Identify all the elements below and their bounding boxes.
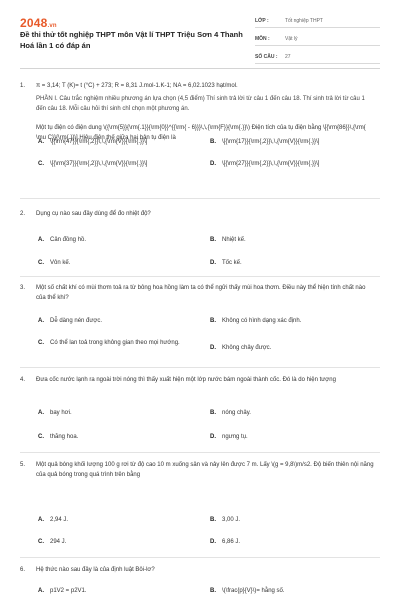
question-text: Đưa cốc nước lạnh ra ngoài trời nóng thì thấy xuất hiện một lớp nước bám ngoài thành cốc. Đó là do hiện tượng	[36, 377, 336, 383]
option-text: 3,00 J.	[222, 517, 241, 523]
meta-value: 27	[285, 53, 291, 60]
option-4b[interactable]	[210, 409, 377, 418]
option-1c[interactable]	[38, 160, 205, 169]
option-text: bay hơi.	[50, 410, 72, 416]
option-4a[interactable]	[38, 409, 205, 418]
option-text: 6,86 J.	[222, 539, 241, 545]
question-divider	[20, 198, 380, 199]
option-letter: B.	[210, 237, 216, 243]
option-5a[interactable]	[38, 516, 205, 525]
option-letter: D.	[210, 539, 216, 545]
option-2a[interactable]	[38, 236, 205, 245]
option-letter: B.	[210, 517, 216, 523]
option-text: Nhiệt kế.	[222, 237, 246, 243]
meta-row-class	[255, 14, 380, 28]
option-text: \(\frac{p}{V}\)= hằng số.	[222, 588, 285, 594]
option-text: 2,94 J.	[50, 517, 69, 523]
option-text: \[{\rm{27}}{\rm{,2}}\,\,{\rm{V}}{\rm{.}}\]	[222, 161, 320, 167]
option-text: 294 J.	[50, 539, 67, 545]
option-2c[interactable]	[38, 259, 205, 268]
option-text: \[{\rm{17}}{\rm{,2}}\,\,{\rm{V}}{\rm{.}}\]	[222, 139, 320, 145]
option-letter: D.	[210, 434, 216, 440]
question-5	[20, 461, 380, 483]
question-constants: π = 3,14; T (K)= t (°C) + 273; R = 8,31 J.mol-1.K-1; NA = 6,02.1023 hạt/mol.	[36, 83, 238, 89]
option-text: thăng hoa.	[50, 434, 79, 440]
option-3c[interactable]	[38, 339, 200, 348]
option-letter: C.	[38, 161, 44, 167]
page-header	[0, 0, 400, 62]
option-letter: C.	[38, 434, 44, 440]
option-letter: A.	[38, 517, 44, 523]
question-number: 1.	[20, 83, 26, 89]
option-letter: C.	[38, 340, 44, 346]
header-divider	[20, 68, 380, 69]
option-letter: A.	[38, 410, 44, 416]
question-1	[20, 82, 380, 192]
option-letter: D.	[210, 345, 216, 351]
option-text: Tốc kế.	[222, 260, 242, 266]
question-section-intro: PHẦN I. Câu trắc nghiệm nhiều phương án lựa chọn (4,5 điểm) Thí sinh trả lời từ câu 1 đến câu 18. Thí sinh trả lời từ câu 1 đến câu 18. Mỗi câu hỏi thí sinh chỉ chọn một phương án.	[36, 96, 365, 112]
option-1a[interactable]	[38, 138, 205, 147]
question-2	[20, 210, 380, 222]
option-text: Dễ dàng nén được.	[50, 318, 102, 324]
option-2d[interactable]	[210, 259, 377, 268]
option-letter: A.	[38, 139, 44, 145]
logo-text: 2048	[20, 16, 48, 30]
option-text: p1V2 = p2V1.	[50, 588, 87, 594]
option-text: \[{\rm{37}}{\rm{,2}}\,\,{\rm{V}}{\rm{.}}\]	[50, 161, 148, 167]
exam-title: Đề thi thử tốt nghiệp THPT môn Vật lí THPT Triệu Sơn 4 Thanh Hoá lần 1 có đáp án	[20, 30, 243, 50]
meta-row-subject	[255, 32, 380, 46]
option-letter: B.	[210, 410, 216, 416]
question-divider	[20, 367, 380, 368]
question-text: Một quả bóng khối lượng 100 g rơi từ độ cao 10 m xuống sân và nảy lên được 7 m. Lấy \(g = 9,8\)m/s2. Độ biến thiên nội năng của quả bóng trong quá trình trên bằng	[36, 462, 374, 478]
question-number: 5.	[20, 462, 26, 468]
meta-label: MÔN :	[255, 35, 270, 42]
option-letter: A.	[38, 237, 44, 243]
option-6a[interactable]	[38, 587, 205, 596]
meta-value: Tốt nghiệp THPT	[285, 17, 323, 24]
meta-label: LỚP :	[255, 17, 269, 24]
option-letter: C.	[38, 539, 44, 545]
question-number: 4.	[20, 377, 26, 383]
meta-value: Vật lý	[285, 35, 298, 42]
question-divider	[20, 557, 380, 558]
question-6	[20, 566, 380, 577]
option-text: Không có hình dạng xác định.	[222, 318, 302, 324]
option-letter: B.	[210, 139, 216, 145]
option-letter: D.	[210, 161, 216, 167]
option-letter: D.	[210, 260, 216, 266]
option-3d[interactable]	[210, 344, 377, 353]
option-text: Không chảy được.	[222, 345, 272, 351]
option-6b[interactable]	[210, 587, 377, 596]
question-number: 2.	[20, 211, 26, 217]
option-3a[interactable]	[38, 317, 205, 326]
option-1b[interactable]	[210, 138, 377, 147]
option-text: ngưng tụ.	[222, 434, 248, 440]
question-number: 3.	[20, 285, 26, 291]
question-text: Dụng cụ nào sau đây dùng để đo nhiệt độ?	[36, 211, 151, 217]
option-letter: B.	[210, 588, 216, 594]
option-3b[interactable]	[210, 317, 377, 326]
question-text: Một số chất khí có mùi thơm toả ra từ bông hoa hồng làm ta có thể ngửi thấy mùi hoa thơm. Điều này thể hiện tính chất nào của thể khí?	[36, 285, 366, 301]
question-3	[20, 284, 380, 306]
question-number: 6.	[20, 567, 26, 573]
logo-suffix: .vn	[47, 23, 57, 29]
option-text: nóng chảy.	[222, 410, 251, 416]
option-letter: B.	[210, 318, 216, 324]
site-logo[interactable]	[20, 16, 57, 30]
option-1d[interactable]	[210, 160, 377, 169]
question-divider	[20, 452, 380, 453]
option-text: \[{\rm{47}}{\rm{,2}}\,\,{\rm{V}}{\rm{.}}\]	[50, 139, 148, 145]
option-4c[interactable]	[38, 433, 205, 442]
option-letter: A.	[38, 318, 44, 324]
exam-meta	[255, 14, 380, 68]
question-4	[20, 376, 380, 398]
option-letter: A.	[38, 588, 44, 594]
question-text: Một tụ điện có điện dung \({\rm{5}}{\rm{.1}}{\rm{0}}^{{\rm{ - 6}}}\,\,{\rm{F}}{\rm{.}}\) Điện tích của tụ điện bằng \[{\rm{86}}\,{\rm{ \mu C}}{\rm{.}}\] Hiệu điện thế giữa hai bản tụ điện là	[36, 125, 366, 141]
option-5d[interactable]	[210, 538, 377, 547]
option-4d[interactable]	[210, 433, 377, 442]
option-text: Vôn kế.	[50, 260, 71, 266]
meta-row-count	[255, 50, 380, 64]
option-2b[interactable]	[210, 236, 377, 245]
option-letter: C.	[38, 260, 44, 266]
option-text: Cân đồng hồ.	[50, 237, 87, 243]
option-5b[interactable]	[210, 516, 377, 525]
question-divider	[20, 276, 380, 277]
question-text: Hệ thức nào sau đây là của định luật Bôi-lơ?	[36, 567, 155, 573]
meta-label: SỐ CÂU :	[255, 53, 278, 60]
option-text: Có thể lan toả trong không gian theo mọi hướng.	[50, 340, 180, 346]
option-5c[interactable]	[38, 538, 205, 547]
